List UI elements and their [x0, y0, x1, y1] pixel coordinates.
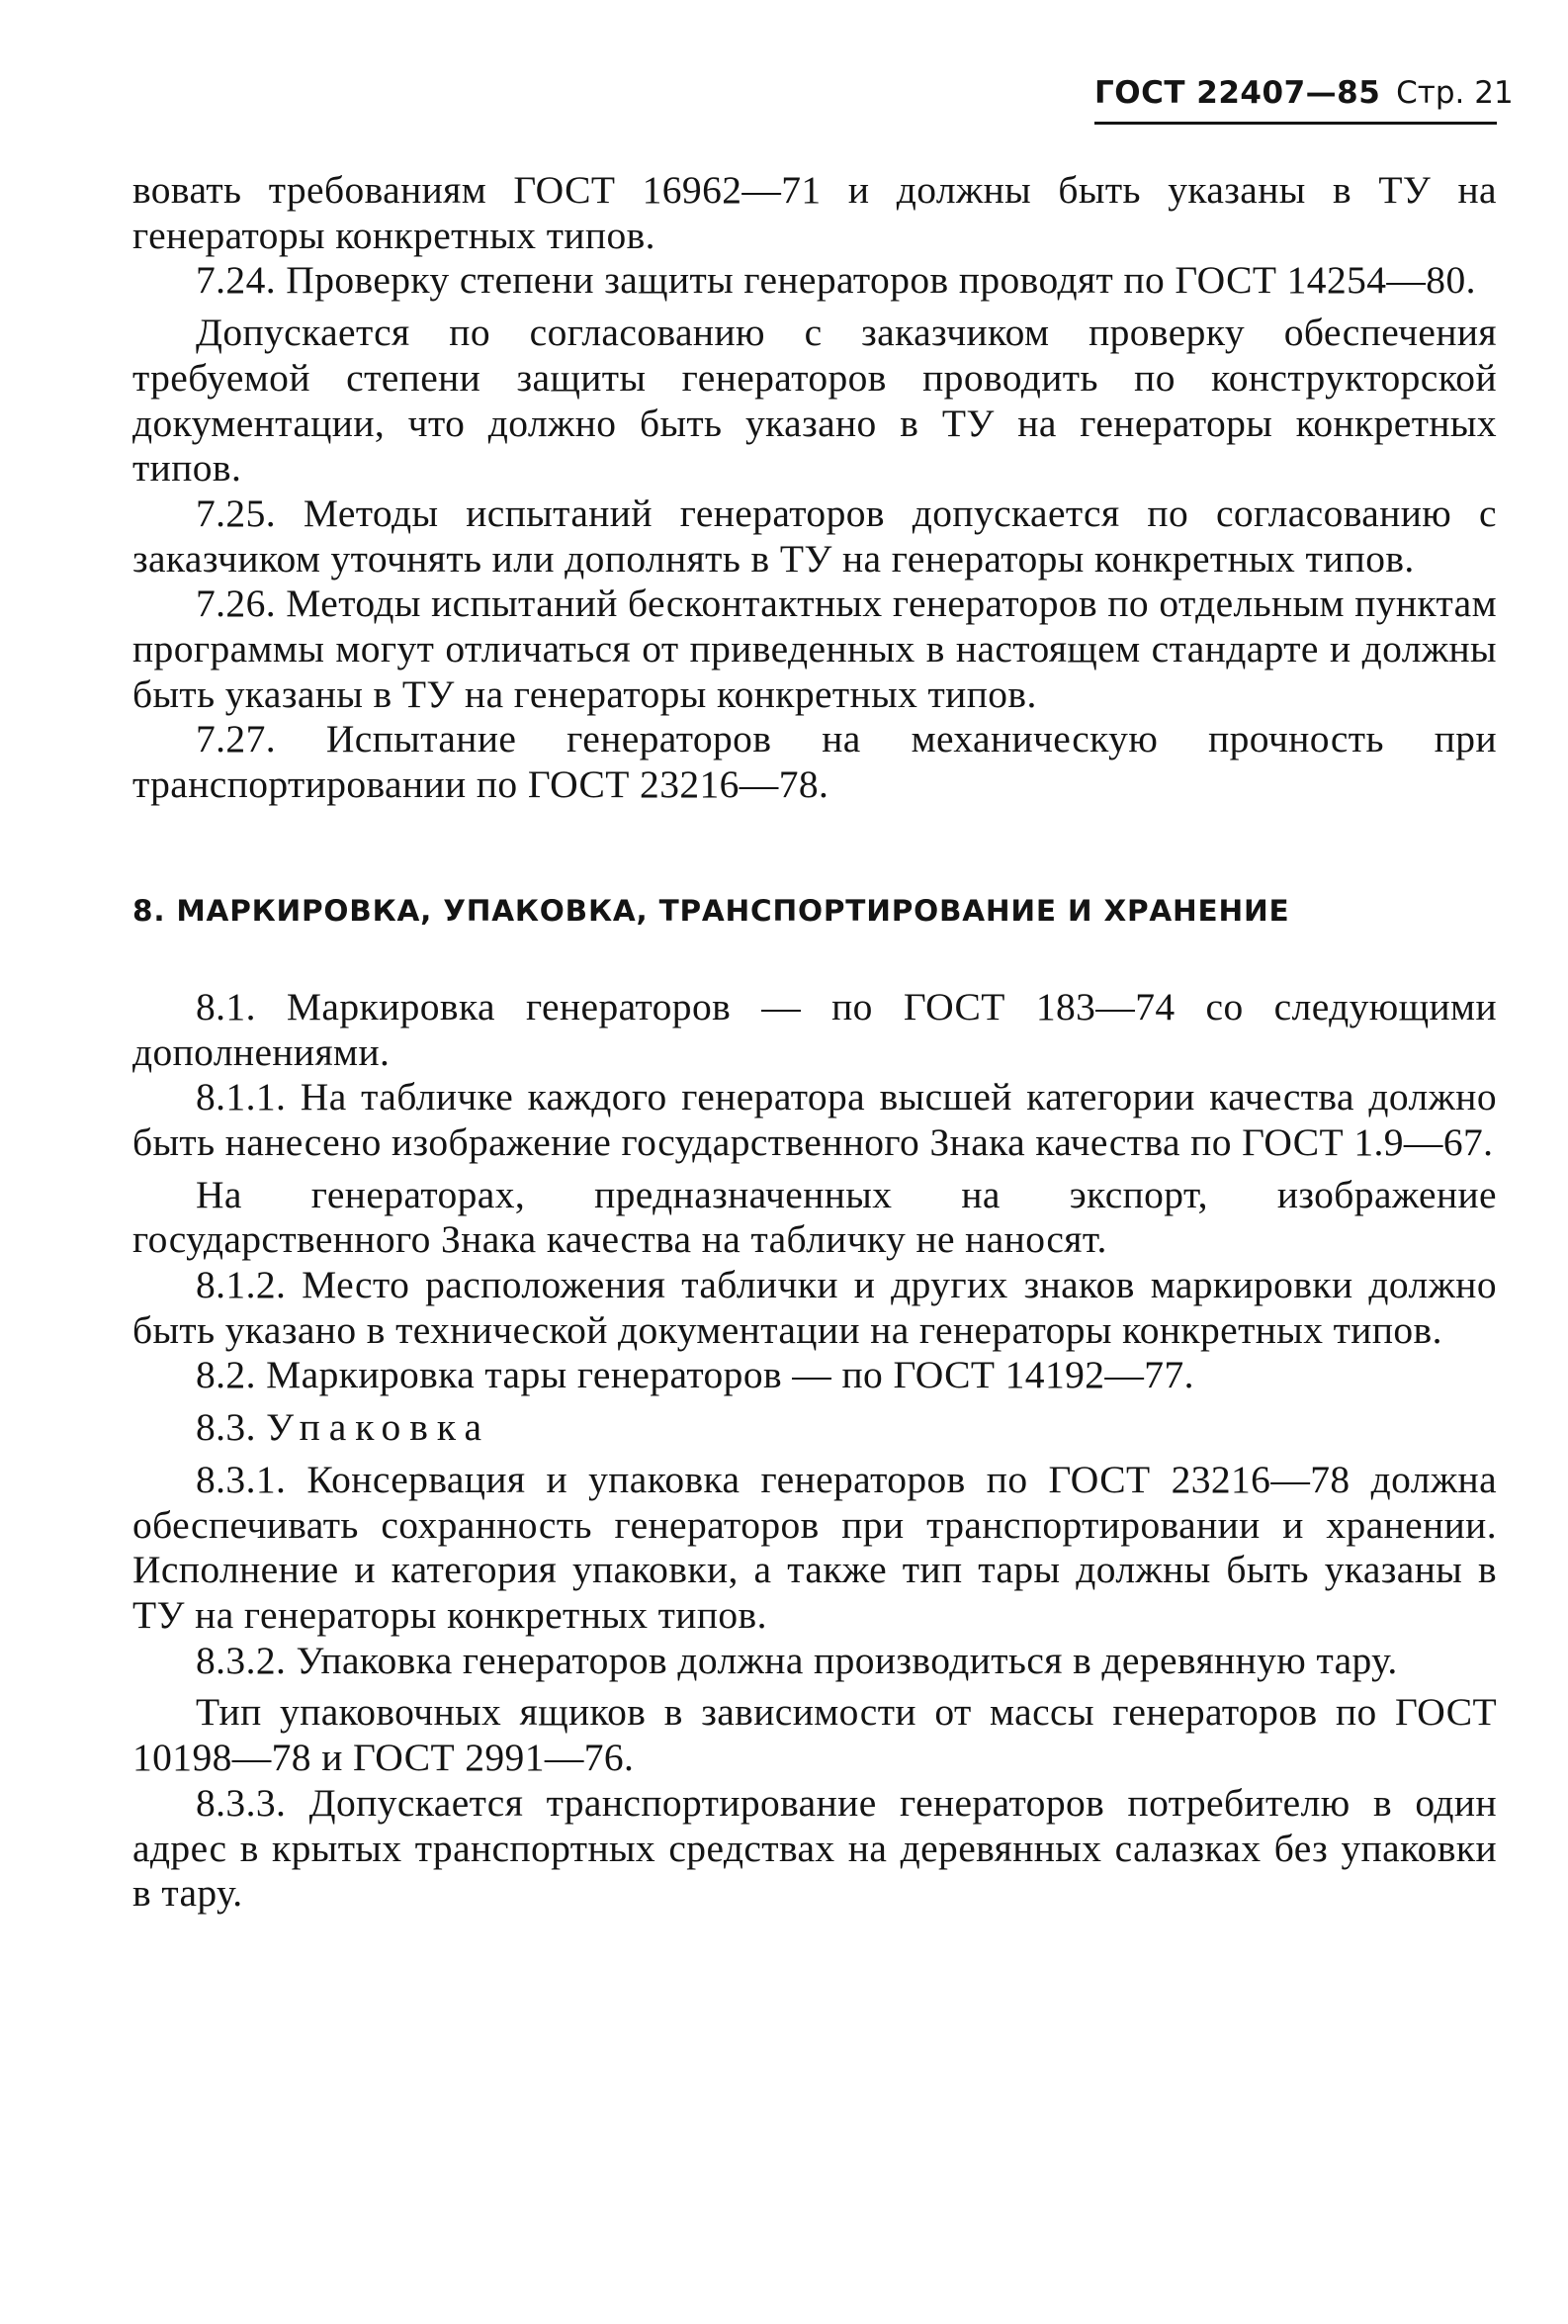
- paragraph: 8.3.2. Упаковка генераторов должна производиться в деревянную тару.: [196, 1638, 1398, 1682]
- paragraph: 7.24. Проверку степени защиты генераторов проводят по ГОСТ 14254—80.: [196, 258, 1476, 303]
- paragraph: вовать требованиям ГОСТ 16962—71 и должны быть указаны в ТУ на генераторы конкретных типов.: [132, 168, 1497, 257]
- header-rule: [1094, 122, 1497, 125]
- page-header: [1094, 69, 1514, 125]
- paragraph: 8.1. Маркировка генераторов — по ГОСТ 183—74 со следующими дополнениями.: [132, 984, 1497, 1074]
- paragraph: 8.2. Маркировка тары генераторов — по ГОСТ 14192—77.: [196, 1353, 1194, 1397]
- paragraph: 8.3.3. Допускается транспортирование генераторов потребителю в один адрес в крытых транспортных средствах на деревянных салазках без упаковки в тару.: [132, 1780, 1497, 1916]
- paragraph: 7.25. Методы испытаний генераторов допускается по согласованию с заказчиком уточнять или дополнять в ТУ на генераторы конкретных типов.: [132, 491, 1497, 581]
- subsection-title: Упаковка: [266, 1405, 491, 1450]
- paragraph: 8.3.1. Консервация и упаковка генераторов по ГОСТ 23216—78 должна обеспечивать сохранность генераторов при транспортировании и хранении. Исполнение и категория упаковки, а также тип тары должны быть указаны в ТУ на генераторы конкретных типов.: [132, 1457, 1497, 1637]
- paragraph: 8.1.2. Место расположения таблички и других знаков маркировки должно быть указано в технической документации на генераторы конкретных типов.: [132, 1263, 1497, 1352]
- paragraph: 8.1.1. На табличке каждого генератора высшей категории качества должно быть нанесено изображение государственного Знака качества по ГОСТ 1.9—67.: [132, 1075, 1497, 1164]
- standard-number: ГОСТ 22407—85: [1094, 75, 1381, 111]
- subsection-number: 8.3.: [196, 1405, 256, 1450]
- section-heading: 8. МАРКИРОВКА, УПАКОВКА, ТРАНСПОРТИРОВАНИЕ И ХРАНЕНИЕ: [132, 893, 1290, 928]
- paragraph: Тип упаковочных ящиков в зависимости от массы генераторов по ГОСТ 10198—78 и ГОСТ 2991—76.: [132, 1690, 1497, 1780]
- subsection-heading: [132, 1405, 1497, 1451]
- paragraph: 7.27. Испытание генераторов на механическую прочность при транспортировании по ГОСТ 23216—78.: [132, 717, 1497, 807]
- paragraph: Допускается по согласованию с заказчиком проверку обеспечения требуемой степени защиты генераторов проводить по конструкторской документации, что должно быть указано в ТУ на генераторы конкретных типов.: [132, 311, 1497, 491]
- paragraph: 7.26. Методы испытаний бесконтактных генераторов по отдельным пунктам программы могут отличаться от приведенных в настоящем стандарте и должны быть указаны в ТУ на генераторы конкретных типов.: [132, 581, 1497, 716]
- document-body: [132, 168, 1497, 1917]
- paragraph: На генераторах, предназначенных на экспорт, изображение государственного Знака качества на табличку не наносят.: [132, 1172, 1497, 1262]
- page-number: Стр. 21: [1396, 75, 1514, 111]
